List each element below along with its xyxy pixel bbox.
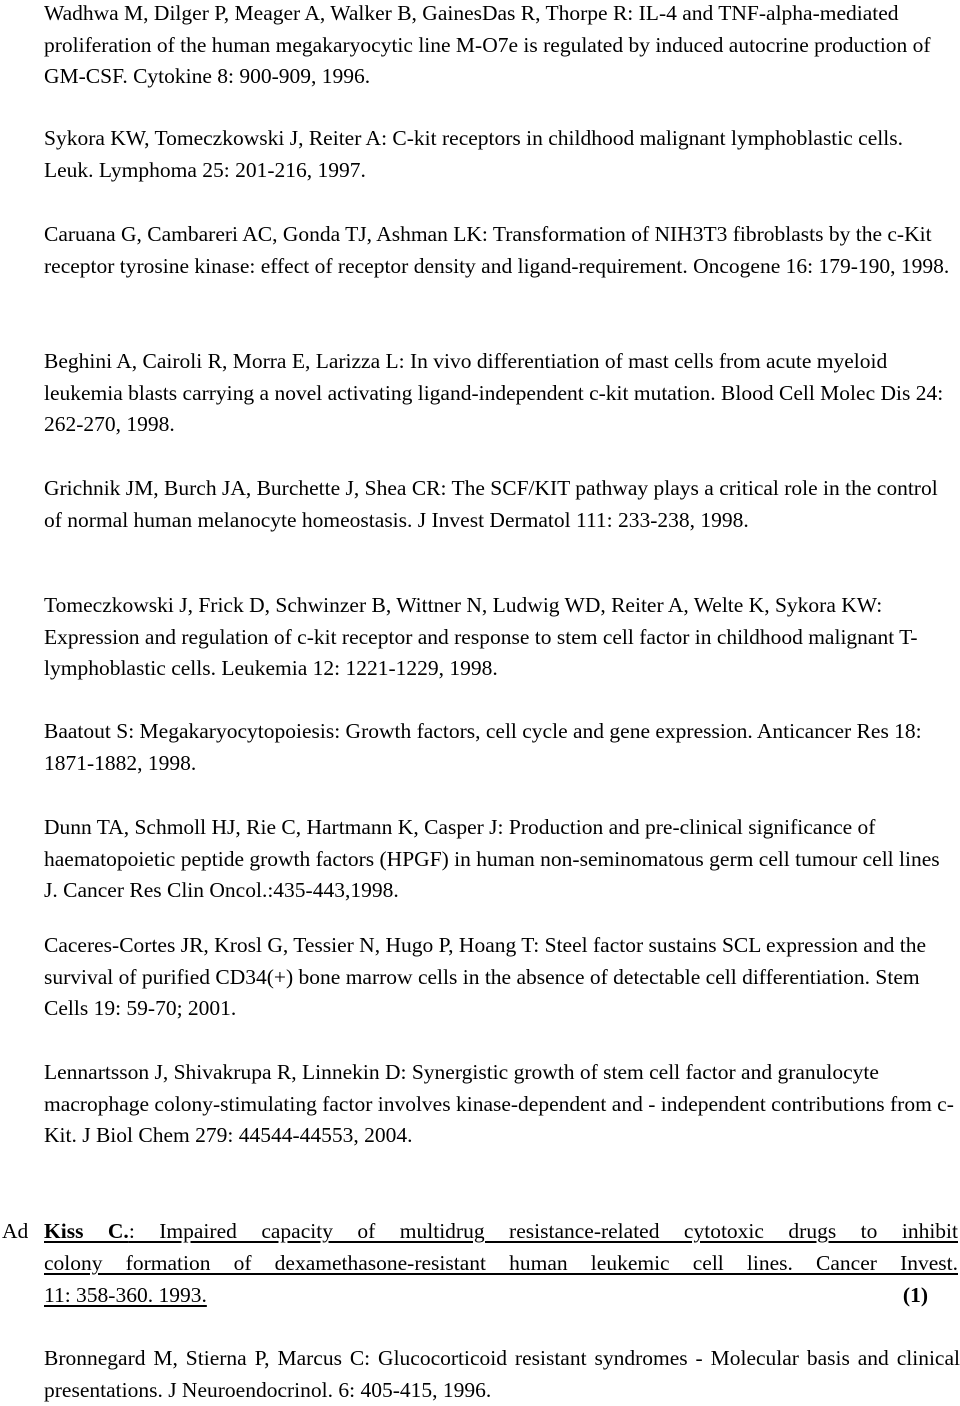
reference-kiss-line-2 xyxy=(44,1248,958,1280)
reference-text: 11: 358-360. 1993. xyxy=(44,1283,207,1307)
reference-grichnik xyxy=(44,473,956,536)
reference-caceres xyxy=(44,930,956,1025)
reference-text: Caruana G, Cambareri AC, Gonda TJ, Ashman LK: Transformation of NIH3T3 fibroblasts by the c-Kit receptor tyrosine kinase: effect of receptor density and ligand-requirement. Oncogene 16: 179-190, 1998. xyxy=(44,222,950,278)
reference-text: colony formation of dexamethasone-resistant human leukemic cell lines. Cancer Invest. xyxy=(44,1251,958,1275)
reference-text: Tomeczkowski J, Frick D, Schwinzer B, Wittner N, Ludwig WD, Reiter A, Welte K, Sykora KW: Expression and regulation of c-kit receptor and response to stem cell factor in childhood malignant T-lymphoblastic cells. Leukemia 12: 1221-1229, 1998. xyxy=(44,593,918,680)
reference-lennartsson xyxy=(44,1057,956,1152)
reference-beghini xyxy=(44,346,956,441)
reference-dunn xyxy=(44,812,956,907)
reference-text: Lennartsson J, Shivakrupa R, Linnekin D: Synergistic growth of stem cell factor and granulocyte macrophage colony-stimulating factor involves kinase-dependent and - independent contributions from c-Kit. J Biol Chem 279: 44544-44553, 2004. xyxy=(44,1060,954,1147)
author-name: Kiss C. xyxy=(44,1219,129,1243)
reference-text: Sykora KW, Tomeczkowski J, Reiter A: C-kit receptors in childhood malignant lymphoblastic cells. Leuk. Lymphoma 25: 201-216, 1997. xyxy=(44,126,903,182)
reference-tomeczkowski xyxy=(44,590,956,685)
reference-text: Bronnegard M, Stierna P, Marcus C: Glucocorticoid resistant syndromes - Molecular basis and clinical presentations. J Neuroendocrinol. 6: 405-415, 1996. xyxy=(44,1346,960,1402)
reference-text: Grichnik JM, Burch JA, Burchette J, Shea CR: The SCF/KIT pathway plays a critical role in the control of normal human melanocyte homeostasis. J Invest Dermatol 111: 233-238, 1998. xyxy=(44,476,938,532)
reference-caruana xyxy=(44,219,956,282)
reference-text: Beghini A, Cairoli R, Morra E, Larizza L: In vivo differentiation of mast cells from acute myeloid leukemia blasts carrying a novel activating ligand-independent c-kit mutation. Blood Cell Molec Dis 24: 262-270, 1998. xyxy=(44,349,944,436)
reference-kiss-line-1 xyxy=(44,1216,958,1248)
reference-text: Dunn TA, Schmoll HJ, Rie C, Hartmann K, Casper J: Production and pre-clinical significance of haematopoietic peptide growth factors (HPGF) in human non-seminomatous germ cell tumour cell lines J. Cancer Res Clin Oncol.:435-443,1998. xyxy=(44,815,940,902)
reference-text: Baatout S: Megakaryocytopoiesis: Growth factors, cell cycle and gene expression. Anticancer Res 18: 1871-1882, 1998. xyxy=(44,719,922,775)
reference-text: Wadhwa M, Dilger P, Meager A, Walker B, GainesDas R, Thorpe R: IL-4 and TNF-alpha-mediated proliferation of the human megakaryocytic line M-O7e is regulated by induced autocrine production of GM-CSF. Cytokine 8: 900-909, 1996. xyxy=(44,1,931,88)
reference-sykora xyxy=(44,123,956,186)
reference-text: Caceres-Cortes JR, Krosl G, Tessier N, Hugo P, Hoang T: Steel factor sustains SCL expression and the survival of purified CD34(+) bone marrow cells in the absence of detectable cell differentiation. Stem Cells 19: 59-70; 2001. xyxy=(44,933,926,1020)
reference-wadhwa xyxy=(44,0,956,93)
reference-bronnegard xyxy=(44,1343,960,1406)
reference-baatout xyxy=(44,716,956,779)
reference-marker: (1) xyxy=(902,1283,928,1307)
reference-text: : Impaired capacity of multidrug resistance-related cytotoxic drugs to inhibit xyxy=(128,1219,958,1243)
reference-kiss-line-3 xyxy=(44,1280,958,1312)
reference-prefix: Ad xyxy=(2,1219,29,1243)
